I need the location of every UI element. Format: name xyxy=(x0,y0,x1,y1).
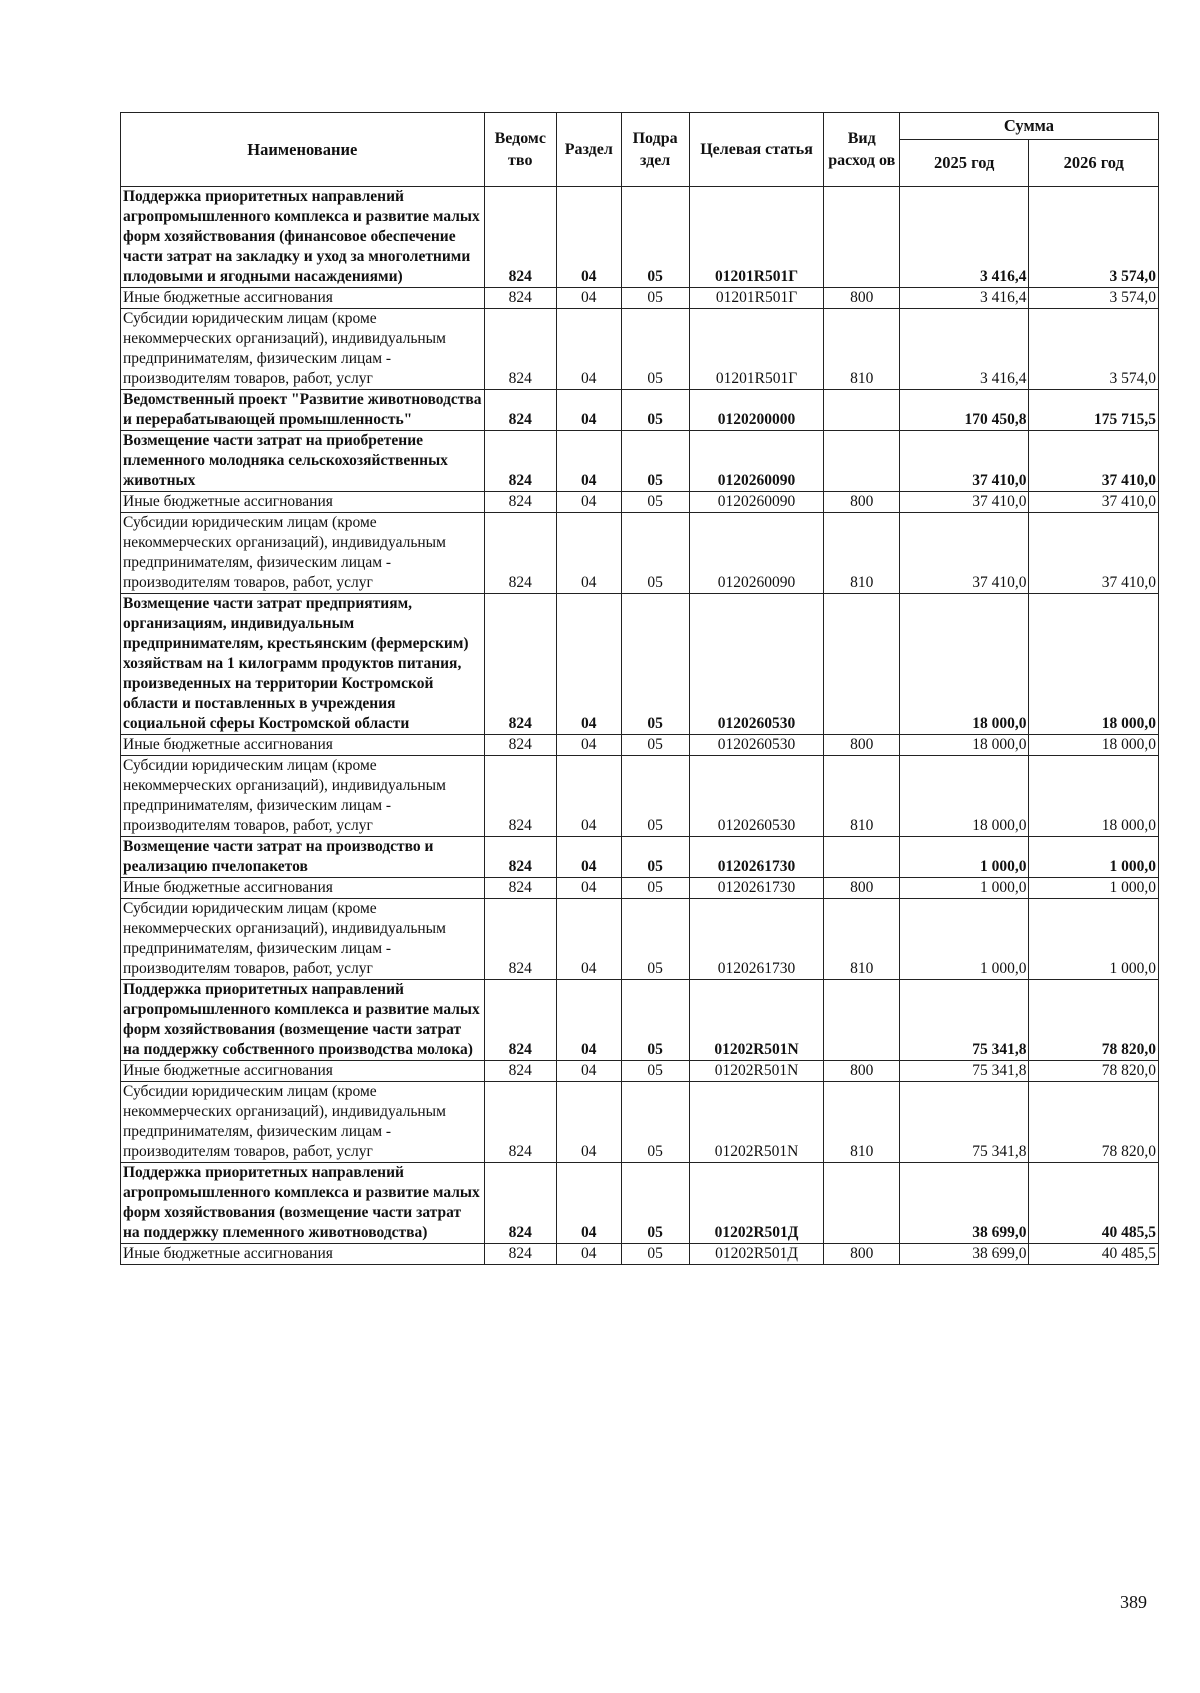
row-name: Субсидии юридическим лицам (кроме некоммерческих организаций), индивидуальным предпринимателям, физическим лицам - производителям товаров, работ, услуг xyxy=(121,899,485,980)
row-section: 04 xyxy=(556,1163,621,1244)
table-row xyxy=(121,899,1159,980)
row-name: Иные бюджетные ассигнования xyxy=(121,1061,485,1082)
row-sum-2026: 3 574,0 xyxy=(1029,288,1159,309)
row-dept: 824 xyxy=(484,735,556,756)
row-dept: 824 xyxy=(484,1082,556,1163)
row-name: Возмещение части затрат на производство и реализацию пчелопакетов xyxy=(121,837,485,878)
row-subsection: 05 xyxy=(621,1244,689,1265)
row-sum-2026: 40 485,5 xyxy=(1029,1244,1159,1265)
row-sum-2025: 1 000,0 xyxy=(899,899,1028,980)
row-section: 04 xyxy=(556,1244,621,1265)
page-number: 389 xyxy=(1120,1592,1147,1612)
row-target: 0120260090 xyxy=(689,431,824,492)
row-section: 04 xyxy=(556,390,621,431)
row-sum-2025: 1 000,0 xyxy=(899,878,1028,899)
table-row xyxy=(121,735,1159,756)
header-exptype: Вид расход ов xyxy=(824,113,900,187)
row-dept: 824 xyxy=(484,513,556,594)
row-sum-2025: 75 341,8 xyxy=(899,1082,1028,1163)
row-dept: 824 xyxy=(484,431,556,492)
row-dept: 824 xyxy=(484,187,556,288)
row-subsection: 05 xyxy=(621,980,689,1061)
table-row xyxy=(121,1061,1159,1082)
row-dept: 824 xyxy=(484,980,556,1061)
row-dept: 824 xyxy=(484,756,556,837)
row-sum-2026: 78 820,0 xyxy=(1029,1082,1159,1163)
row-subsection: 05 xyxy=(621,735,689,756)
row-dept: 824 xyxy=(484,899,556,980)
row-sum-2026: 175 715,5 xyxy=(1029,390,1159,431)
row-sum-2025: 18 000,0 xyxy=(899,756,1028,837)
row-dept: 824 xyxy=(484,309,556,390)
row-name: Возмещение части затрат на приобретение племенного молодняка сельскохозяйственных животных xyxy=(121,431,485,492)
row-sum-2025: 3 416,4 xyxy=(899,187,1028,288)
row-sum-2026: 40 485,5 xyxy=(1029,1163,1159,1244)
row-section: 04 xyxy=(556,756,621,837)
row-exptype: 800 xyxy=(824,1061,900,1082)
table-row xyxy=(121,1244,1159,1265)
row-name: Иные бюджетные ассигнования xyxy=(121,492,485,513)
row-sum-2025: 38 699,0 xyxy=(899,1163,1028,1244)
row-name: Поддержка приоритетных направлений агропромышленного комплекса и развитие малых форм хозяйствования (возмещение части затрат на поддержку собственного производства молока) xyxy=(121,980,485,1061)
row-exptype xyxy=(824,594,900,735)
row-sum-2026: 37 410,0 xyxy=(1029,492,1159,513)
row-dept: 824 xyxy=(484,837,556,878)
row-section: 04 xyxy=(556,513,621,594)
header-section: Раздел xyxy=(556,113,621,187)
table-row xyxy=(121,513,1159,594)
table-row xyxy=(121,1082,1159,1163)
header-year-2025: 2025 год xyxy=(899,140,1028,187)
table-body xyxy=(121,187,1159,1265)
row-section: 04 xyxy=(556,878,621,899)
row-exptype xyxy=(824,187,900,288)
header-dept: Ведомс тво xyxy=(484,113,556,187)
row-exptype: 810 xyxy=(824,309,900,390)
row-exptype xyxy=(824,390,900,431)
row-name: Поддержка приоритетных направлений агропромышленного комплекса и развитие малых форм хозяйствования (возмещение части затрат на поддержку племенного животноводства) xyxy=(121,1163,485,1244)
row-subsection: 05 xyxy=(621,187,689,288)
row-sum-2026: 1 000,0 xyxy=(1029,878,1159,899)
row-sum-2025: 1 000,0 xyxy=(899,837,1028,878)
row-subsection: 05 xyxy=(621,288,689,309)
row-name: Субсидии юридическим лицам (кроме некоммерческих организаций), индивидуальным предпринимателям, физическим лицам - производителям товаров, работ, услуг xyxy=(121,513,485,594)
row-dept: 824 xyxy=(484,1061,556,1082)
row-dept: 824 xyxy=(484,288,556,309)
row-sum-2025: 37 410,0 xyxy=(899,492,1028,513)
row-target: 01201R501Г xyxy=(689,187,824,288)
table-row xyxy=(121,980,1159,1061)
row-target: 0120260090 xyxy=(689,492,824,513)
row-exptype: 800 xyxy=(824,288,900,309)
row-exptype: 800 xyxy=(824,1244,900,1265)
row-target: 0120260530 xyxy=(689,735,824,756)
row-dept: 824 xyxy=(484,594,556,735)
row-target: 0120261730 xyxy=(689,837,824,878)
header-name: Наименование xyxy=(121,113,485,187)
row-target: 0120260530 xyxy=(689,594,824,735)
row-name: Иные бюджетные ассигнования xyxy=(121,878,485,899)
row-exptype xyxy=(824,1163,900,1244)
row-exptype: 800 xyxy=(824,878,900,899)
table-row xyxy=(121,431,1159,492)
table-row xyxy=(121,594,1159,735)
row-subsection: 05 xyxy=(621,1163,689,1244)
row-name: Субсидии юридическим лицам (кроме некоммерческих организаций), индивидуальным предпринимателям, физическим лицам - производителям товаров, работ, услуг xyxy=(121,756,485,837)
row-name: Поддержка приоритетных направлений агропромышленного комплекса и развитие малых форм хозяйствования (финансовое обеспечение части затрат на закладку и уход за многолетними плодовыми и ягодными насаждениями) xyxy=(121,187,485,288)
table-row xyxy=(121,288,1159,309)
table-row xyxy=(121,756,1159,837)
row-sum-2026: 78 820,0 xyxy=(1029,1061,1159,1082)
row-name: Иные бюджетные ассигнования xyxy=(121,735,485,756)
row-sum-2026: 37 410,0 xyxy=(1029,513,1159,594)
row-subsection: 05 xyxy=(621,756,689,837)
row-sum-2026: 78 820,0 xyxy=(1029,980,1159,1061)
row-section: 04 xyxy=(556,1061,621,1082)
row-target: 01202R501N xyxy=(689,980,824,1061)
row-section: 04 xyxy=(556,594,621,735)
row-sum-2025: 37 410,0 xyxy=(899,513,1028,594)
row-sum-2025: 3 416,4 xyxy=(899,288,1028,309)
row-sum-2025: 37 410,0 xyxy=(899,431,1028,492)
row-subsection: 05 xyxy=(621,878,689,899)
row-exptype: 800 xyxy=(824,735,900,756)
row-target: 01201R501Г xyxy=(689,288,824,309)
row-sum-2026: 1 000,0 xyxy=(1029,837,1159,878)
table-row xyxy=(121,492,1159,513)
row-subsection: 05 xyxy=(621,309,689,390)
row-subsection: 05 xyxy=(621,492,689,513)
row-exptype xyxy=(824,837,900,878)
row-sum-2025: 75 341,8 xyxy=(899,980,1028,1061)
row-target: 0120260530 xyxy=(689,756,824,837)
row-exptype: 810 xyxy=(824,513,900,594)
row-sum-2025: 75 341,8 xyxy=(899,1061,1028,1082)
row-subsection: 05 xyxy=(621,1061,689,1082)
table-row xyxy=(121,878,1159,899)
row-section: 04 xyxy=(556,492,621,513)
row-sum-2025: 38 699,0 xyxy=(899,1244,1028,1265)
row-target: 01202R501N xyxy=(689,1061,824,1082)
row-name: Субсидии юридическим лицам (кроме некоммерческих организаций), индивидуальным предпринимателям, физическим лицам - производителям товаров, работ, услуг xyxy=(121,1082,485,1163)
row-exptype: 810 xyxy=(824,756,900,837)
row-section: 04 xyxy=(556,899,621,980)
table-row xyxy=(121,390,1159,431)
row-sum-2025: 18 000,0 xyxy=(899,594,1028,735)
row-sum-2026: 3 574,0 xyxy=(1029,187,1159,288)
table-row xyxy=(121,309,1159,390)
row-target: 01202R501Д xyxy=(689,1163,824,1244)
row-exptype: 800 xyxy=(824,492,900,513)
row-exptype: 810 xyxy=(824,1082,900,1163)
row-sum-2026: 18 000,0 xyxy=(1029,594,1159,735)
row-subsection: 05 xyxy=(621,899,689,980)
row-section: 04 xyxy=(556,431,621,492)
row-exptype xyxy=(824,980,900,1061)
table-row xyxy=(121,837,1159,878)
table-header xyxy=(121,113,1159,187)
row-target: 0120260090 xyxy=(689,513,824,594)
row-sum-2025: 170 450,8 xyxy=(899,390,1028,431)
row-sum-2025: 3 416,4 xyxy=(899,309,1028,390)
row-section: 04 xyxy=(556,837,621,878)
header-sum: Сумма xyxy=(899,113,1158,140)
row-target: 01202R501N xyxy=(689,1082,824,1163)
row-section: 04 xyxy=(556,309,621,390)
row-target: 0120261730 xyxy=(689,899,824,980)
row-dept: 824 xyxy=(484,390,556,431)
row-section: 04 xyxy=(556,187,621,288)
row-target: 0120200000 xyxy=(689,390,824,431)
row-section: 04 xyxy=(556,980,621,1061)
row-name: Субсидии юридическим лицам (кроме некоммерческих организаций), индивидуальным предпринимателям, физическим лицам - производителям товаров, работ, услуг xyxy=(121,309,485,390)
row-subsection: 05 xyxy=(621,513,689,594)
header-subsection: Подра здел xyxy=(621,113,689,187)
row-target: 01202R501Д xyxy=(689,1244,824,1265)
row-dept: 824 xyxy=(484,1163,556,1244)
row-dept: 824 xyxy=(484,878,556,899)
row-dept: 824 xyxy=(484,492,556,513)
row-subsection: 05 xyxy=(621,390,689,431)
row-subsection: 05 xyxy=(621,431,689,492)
row-section: 04 xyxy=(556,735,621,756)
row-target: 01201R501Г xyxy=(689,309,824,390)
header-year-2026: 2026 год xyxy=(1029,140,1159,187)
row-subsection: 05 xyxy=(621,837,689,878)
row-name: Иные бюджетные ассигнования xyxy=(121,1244,485,1265)
row-sum-2026: 18 000,0 xyxy=(1029,735,1159,756)
row-name: Ведомственный проект "Развитие животноводства и перерабатывающей промышленность" xyxy=(121,390,485,431)
row-sum-2026: 3 574,0 xyxy=(1029,309,1159,390)
row-subsection: 05 xyxy=(621,594,689,735)
row-sum-2026: 18 000,0 xyxy=(1029,756,1159,837)
header-target: Целевая статья xyxy=(689,113,824,187)
row-section: 04 xyxy=(556,288,621,309)
budget-table xyxy=(120,112,1159,1265)
row-subsection: 05 xyxy=(621,1082,689,1163)
row-exptype xyxy=(824,431,900,492)
row-sum-2026: 37 410,0 xyxy=(1029,431,1159,492)
row-target: 0120261730 xyxy=(689,878,824,899)
row-sum-2026: 1 000,0 xyxy=(1029,899,1159,980)
row-section: 04 xyxy=(556,1082,621,1163)
table-row xyxy=(121,187,1159,288)
row-name: Возмещение части затрат предприятиям, организациям, индивидуальным предпринимателям, крестьянским (фермерским) хозяйствам на 1 килограмм продуктов питания, произведенных на территории Костромской области и поставленных в учреждения социальной сферы Костромской области xyxy=(121,594,485,735)
table-row xyxy=(121,1163,1159,1244)
row-name: Иные бюджетные ассигнования xyxy=(121,288,485,309)
row-sum-2025: 18 000,0 xyxy=(899,735,1028,756)
row-exptype: 810 xyxy=(824,899,900,980)
row-dept: 824 xyxy=(484,1244,556,1265)
